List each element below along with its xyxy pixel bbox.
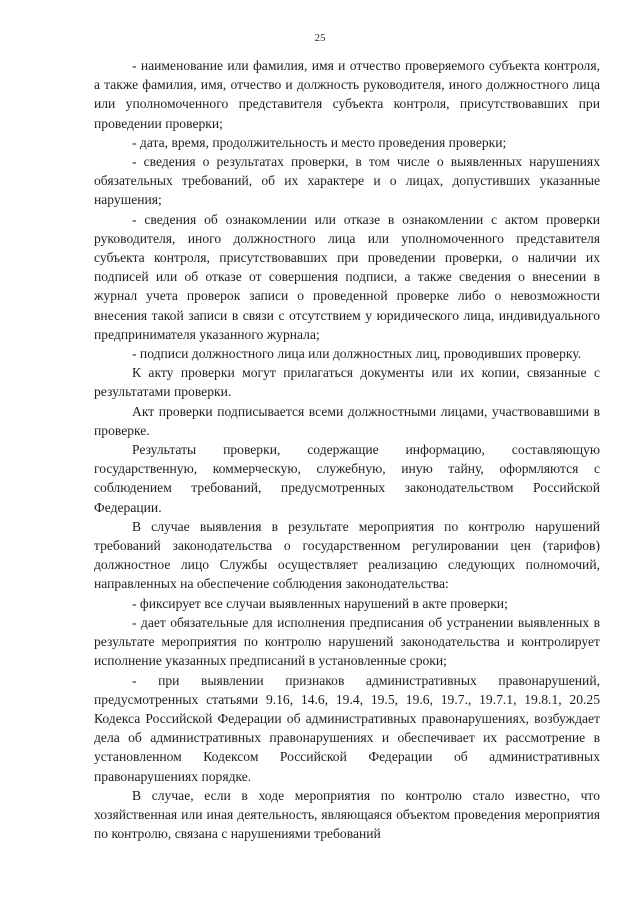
- paragraph-attachments: К акту проверки могут прилагаться документы или их копии, связанные с результатами проверки.: [94, 365, 600, 400]
- paragraph-secret-info: Результаты проверки, содержащие информацию, составляющую государственную, коммерческую, служебную, иную тайну, оформляются с соблюдением требований, предусмотренных законодательством Российской Федерации.: [94, 442, 600, 515]
- paragraph-inspection-date: - дата, время, продолжительность и место проведения проверки;: [132, 134, 507, 150]
- paragraph-record-violations: - фиксирует все случаи выявленных нарушений в акте проверки;: [132, 595, 508, 611]
- paragraph-issue-orders: - дает обязательные для исполнения предписания об устранении выявленных в результате мероприятия по контролю нарушений законодательства и контролирует исполнение указанных предписаний в установленные сроки;: [94, 614, 600, 669]
- page-number: 25: [314, 32, 326, 44]
- paragraph-signatures: - подписи должностного лица или должностных лиц, проводивших проверку.: [132, 346, 582, 362]
- paragraph-act-signing: Акт проверки подписывается всеми должностными лицами, участвовавшими в проверке.: [94, 403, 600, 438]
- document-body: [94, 56, 600, 843]
- paragraph-inspection-results: - сведения о результатах проверки, в том числе о выявленных нарушениях обязательных требований, об их характере и о лицах, допустивших указанные нарушения;: [94, 154, 600, 208]
- paragraph-acquaintance-info: - сведения об ознакомлении или отказе в ознакомлении с актом проверки руководителя, иного должностного лица или уполномоченного представителя субъекта контроля, присутствовавших при проведении проверки, о наличии их подписей или об отказе от совершения подписи, а также сведения о внесении в журнал учета проверок записи о проведенной проверке либо о невозможности внесения такой записи в связи с отсутствием у юридического лица, индивидуального предпринимателя указанного журнала;: [94, 211, 600, 342]
- paragraph-subject-name: - наименование или фамилия, имя и отчество проверяемого субъекта контроля, а также фамилия, имя, отчество и должность руководителя, иного должностного лица или уполномоченного представителя субъекта контроля, присутствовавших при проведении проверки;: [94, 58, 600, 131]
- paragraph-administrative-cases: - при выявлении признаков административных правонарушений, предусмотренных статьями 9.16, 14.6, 19.4, 19.5, 19.6, 19.7., 19.7.1, 19.8.1, 20.25 Кодекса Российской Федерации об административных правонарушениях, возбуждает дела об административных правонарушениях и обеспечивает их рассмотрение в установленном Кодексом Российской Федерации об административных правонарушениях порядке.: [94, 672, 600, 784]
- paragraph-economic-activity: В случае, если в ходе мероприятия по контролю стало известно, что хозяйственная или иная деятельность, являющаяся объектом проведения мероприятия по контролю, связана с нарушениями требований: [94, 787, 600, 842]
- paragraph-violations-found: В случае выявления в результате мероприятия по контролю нарушений требований законодательства о государственном регулировании цен (тарифов) должностное лицо Службы осуществляет реализацию следующих полномочий, направленных на обеспечение соблюдения законодательства:: [94, 518, 600, 592]
